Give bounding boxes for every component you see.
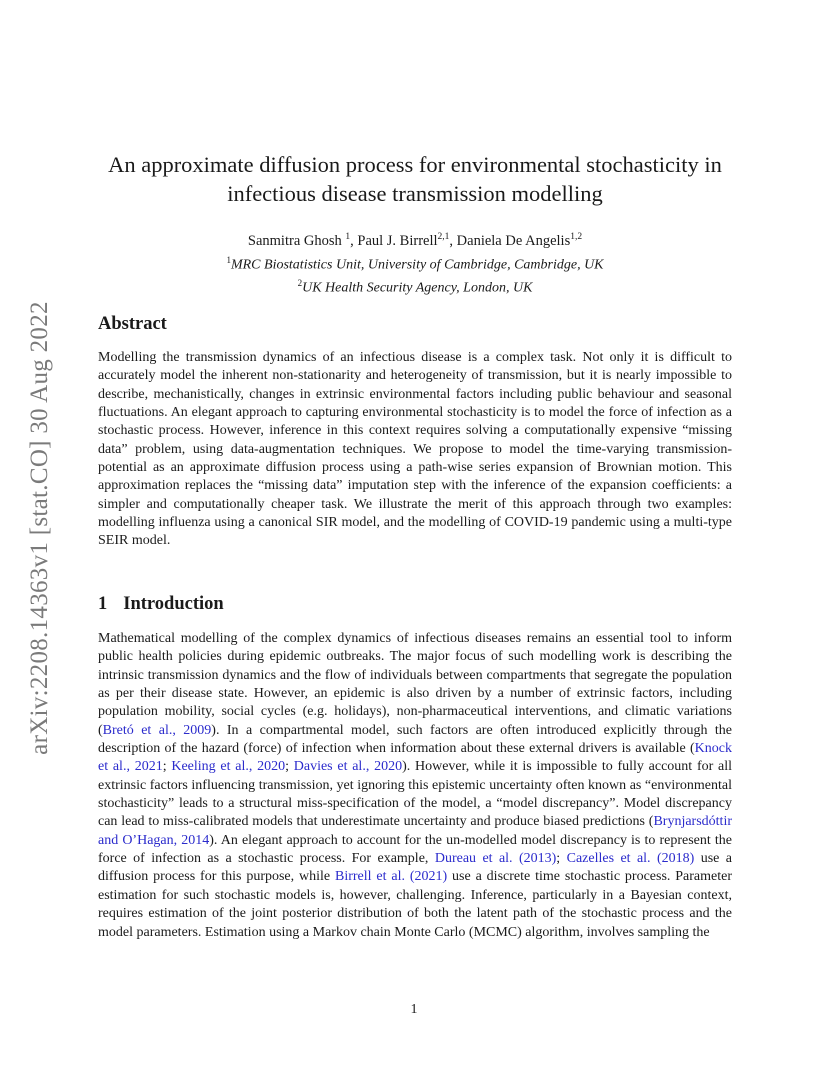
citation-dureau-2013[interactable]: Dureau et al. (2013) [434, 851, 557, 867]
affiliation-2-mark: 2 [297, 278, 303, 289]
introduction-paragraph [98, 630, 732, 942]
intro-text-2: ). In a compartmental model, such factors are often introduced explicitly through the description of the hazard (force) of infection when information about these external drivers is available ( [98, 722, 733, 757]
paper-title: An approximate diffusion process for environmental stochasticity in infectious disease transmission modelling [108, 152, 722, 206]
intro-text-8: use a diffusion process for this purpose, while [98, 851, 732, 885]
intro-text-7: ; [556, 851, 567, 867]
citation-brynjarsdottir-2014[interactable]: Brynjarsdóttir and O’Hagan, 2014 [98, 814, 732, 848]
author-de-angelis-affiliation-mark: 1,2 [570, 232, 583, 242]
intro-text-9: use a discrete time stochastic process. Parameter estimation for such stochastic models is, however, challenging. Inference, particularly in a Bayesian context, requires estimation of the joint posterior distribution of both the latent path of the stochastic process and the model parameters. Estimation using a Markov chain Monte Carlo (MCMC) algorithm, involves sampling the [98, 869, 733, 940]
arxiv-id-text: arXiv:2208.14363v1 [stat.CO] 30 Aug 2022 [26, 301, 54, 755]
intro-text-5: ). However, while it is impossible to fully account for all extrinsic factors influencing transmission, yet ignoring this epistemic uncertainty often known as “environmental stochasticity” leads to a structural miss-specification of the model, a “model discrepancy”. Model discrepancy can lead to miss-calibrated models that underestimate uncertainty and produce biased predictions ( [98, 759, 733, 830]
abstract-text: Modelling the transmission dynamics of an infectious disease is a complex task. Not only it is difficult to accurately model the inherent non-stationarity and heterogeneity of transmission, but it is nearly impossible to describe, mechanistically, changes in extrinsic environmental factors including public behaviour and seasonal fluctuations. An elegant approach to capturing environmental stochasticity is to model the force of infection as a stochastic process. However, inference in this context requires solving a computationally expensive “missing data” problem, using data-augmentation techniques. We propose to model the time-varying transmission-potential as an approximate diffusion process using a path-wise series expansion of Brownian motion. This approximation replaces the “missing data” imputation step with the inference of the expansion coefficients: a simpler and computationally cheaper task. We illustrate the merit of this approach through two examples: modelling influenza using a canonical SIR model, and the modelling of COVID-19 pandemic using a multi-type SEIR model. [98, 350, 732, 549]
introduction-heading [98, 594, 224, 615]
citation-cazelles-2018[interactable]: Cazelles et al. (2018) [566, 851, 695, 867]
affiliation-1 [98, 251, 732, 275]
citation-davies-2020[interactable]: Davies et al., 2020 [293, 759, 403, 775]
citation-birrell-2021[interactable]: Birrell et al. (2021) [335, 869, 448, 885]
citation-breto-2009[interactable]: Bretó et al., 2009 [102, 722, 212, 738]
intro-text-6: ). An elegant approach to account for the un-modelled model discrepancy is to represent the force of infection as a stochastic process. For example, [98, 832, 732, 867]
section-number: 1 [98, 594, 108, 614]
intro-text-3: ; [162, 759, 172, 775]
author-de-angelis: , Daniela De Angelis [449, 232, 571, 249]
page-number: 1 [410, 1002, 418, 1017]
affiliation-1-mark: 1 [226, 254, 231, 265]
author-list [98, 227, 732, 251]
citation-knock-2021[interactable]: Knock et al., 2021 [98, 741, 732, 775]
author-birrell: , Paul J. Birrell [350, 232, 438, 249]
intro-text-1: Mathematical modelling of the complex dynamics of infectious diseases remains an essential tool to inform public health policies during epidemic outbreaks. The major focus of such modelling work is describing the intrinsic transmission dynamics and the flow of individuals between compartments that segregate the population as per their disease state. However, an epidemic is also driven by a number of extrinsic factors, including population mobility, social cycles (e.g. holidays), non-pharmaceutical interventions, and climatic variations ( [98, 631, 732, 738]
abstract-heading: Abstract [98, 314, 167, 334]
section-title: Introduction [123, 594, 224, 614]
citation-keeling-2020[interactable]: Keeling et al., 2020 [171, 759, 286, 775]
author-birrell-affiliation-mark: 2,1 [437, 232, 450, 242]
affiliation-2-text: UK Health Security Agency, London, UK [302, 281, 533, 297]
affiliation-1-text: MRC Biostatistics Unit, University of Cambridge, Cambridge, UK [230, 257, 604, 273]
author-ghosh: Sanmitra Ghosh [247, 232, 346, 249]
arxiv-identifier-stamp [20, 278, 60, 778]
intro-text-4: ; [285, 759, 294, 775]
author-ghosh-affiliation-mark: 1 [345, 232, 351, 242]
author-block [98, 227, 732, 298]
affiliation-2 [98, 274, 732, 298]
